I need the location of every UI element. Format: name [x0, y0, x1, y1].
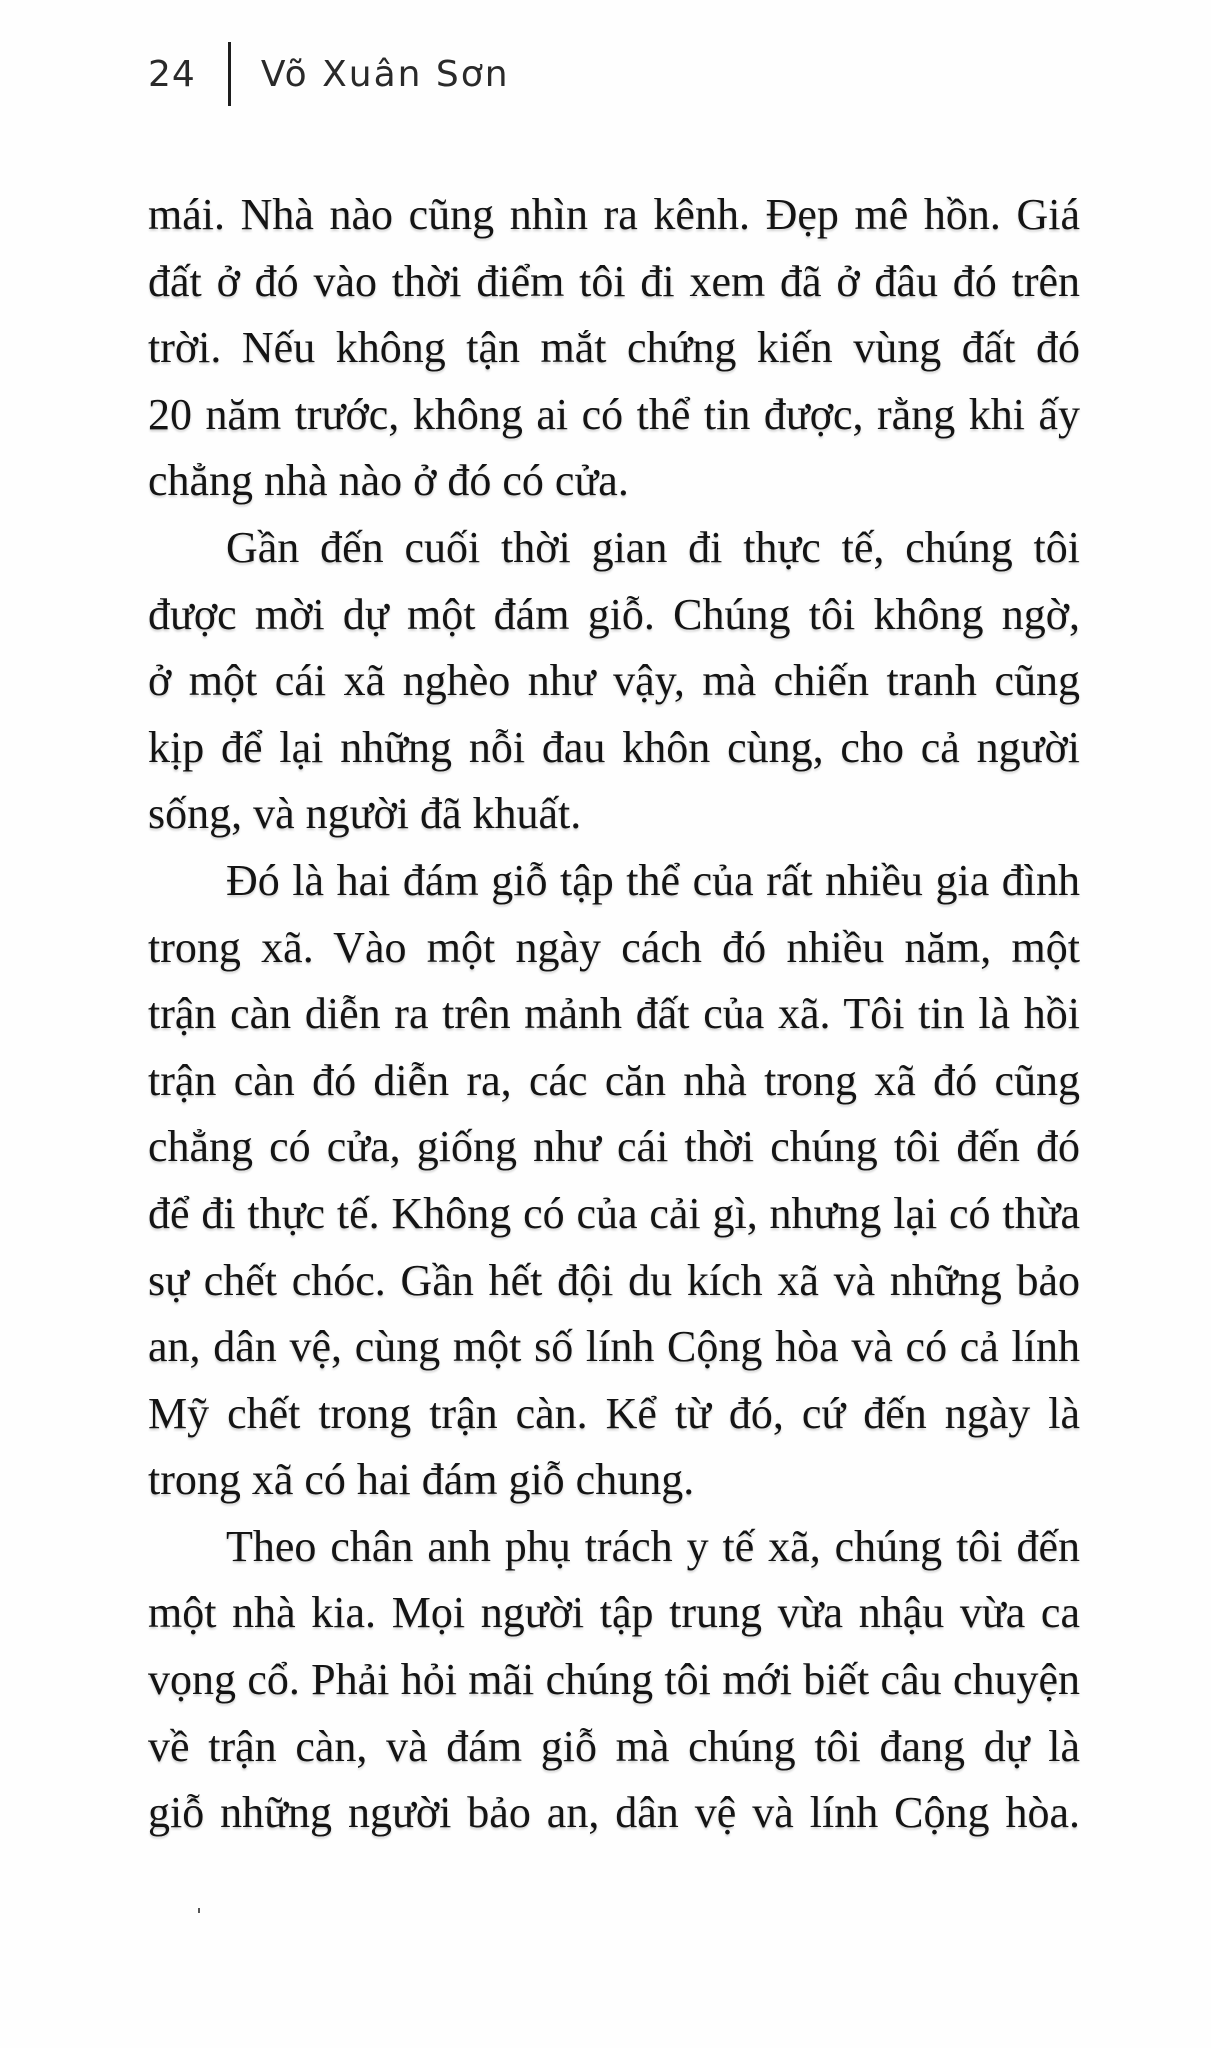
text-line: đất ở đó vào thời điểm tôi đi xem đã ở đâu đó trên [148, 256, 1080, 306]
text-line: kịp để lại những nỗi đau khôn cùng, cho cả người [148, 722, 1080, 772]
text-line: an, dân vệ, cùng một số lính Cộng hòa và có cả lính [148, 1322, 1080, 1372]
text-line: được mời dự một đám giỗ. Chúng tôi không ngờ, [148, 589, 1080, 639]
text-line: trời. Nếu không tận mắt chứng kiến vùng đất đó [148, 323, 1080, 373]
text-line: trong xã. Vào một ngày cách đó nhiều năm, một [148, 922, 1080, 972]
text-line: một nhà kia. Mọi người tập trung vừa nhậu vừa ca [148, 1588, 1080, 1638]
text-line: Mỹ chết trong trận càn. Kể từ đó, cứ đến ngày là [148, 1388, 1080, 1438]
paragraph-3 [148, 848, 1080, 1514]
paragraph-2 [148, 515, 1080, 848]
text-line: trận càn diễn ra trên mảnh đất của xã. Tôi tin là hồi [148, 989, 1080, 1039]
text-line: trận càn đó diễn ra, các căn nhà trong xã đó cũng [148, 1055, 1080, 1105]
text-line: trong xã có hai đám giỗ chung. [148, 1455, 695, 1505]
text-line: 20 năm trước, không ai có thể tin được, rằng khi ấy [148, 389, 1080, 439]
text-line: Theo chân anh phụ trách y tế xã, chúng tôi đến [226, 1521, 1080, 1571]
text-line: vọng cổ. Phải hỏi mãi chúng tôi mới biết câu chuyện [148, 1655, 1080, 1705]
text-line: ở một cái xã nghèo như vậy, mà chiến tranh cũng [148, 656, 1080, 706]
text-line: mái. Nhà nào cũng nhìn ra kênh. Đẹp mê hồn. Giá [148, 190, 1080, 239]
text-line: giỗ những người bảo an, dân vệ và lính Cộng hòa. [148, 1788, 1080, 1838]
text-line: Đó là hai đám giỗ tập thể của rất nhiều gia đình [226, 855, 1080, 905]
body-text [148, 182, 1080, 1847]
text-line: để đi thực tế. Không có của cải gì, nhưng lại có thừa [148, 1188, 1080, 1238]
text-line: sự chết chóc. Gần hết đội du kích xã và những bảo [148, 1255, 1080, 1305]
text-line: Gần đến cuối thời gian đi thực tế, chúng tôi [226, 522, 1080, 572]
ink-speck [198, 1908, 200, 1913]
text-line: về trận càn, và đám giỗ mà chúng tôi đang dự là [148, 1721, 1080, 1771]
text-line: chẳng nhà nào ở đó có cửa. [148, 456, 629, 506]
running-head [148, 44, 510, 104]
page-number: 24 [148, 53, 196, 95]
author-name: Võ Xuân Sơn [260, 53, 510, 95]
paragraph-1 [148, 182, 1080, 515]
header-divider [228, 42, 231, 106]
text-line: sống, và người đã khuất. [148, 789, 582, 839]
paragraph-4 [148, 1514, 1080, 1847]
text-line: chẳng có cửa, giống như cái thời chúng tôi đến đó [148, 1122, 1080, 1172]
